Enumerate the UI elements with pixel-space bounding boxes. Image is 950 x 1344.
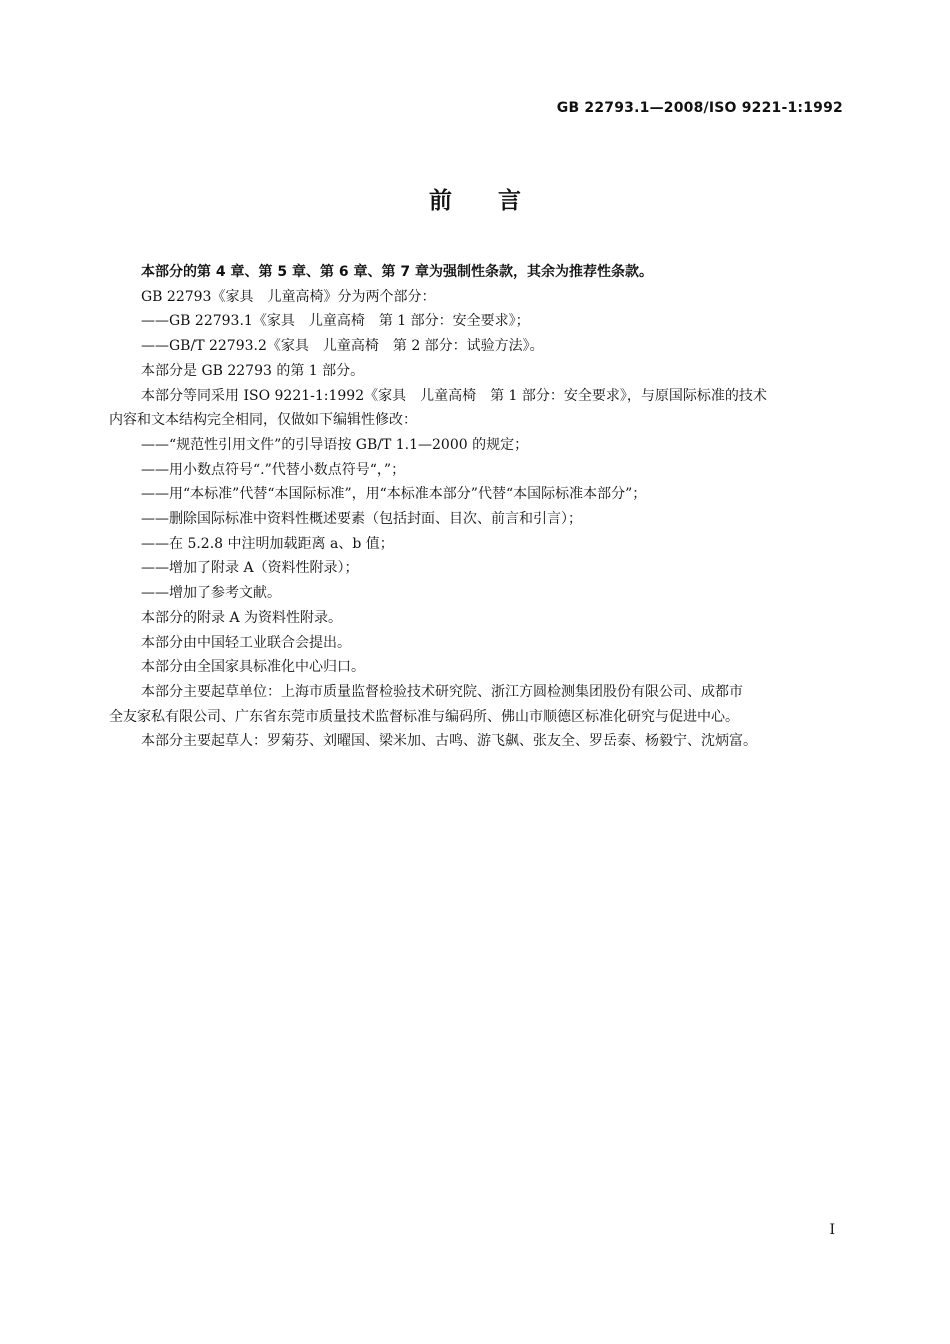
- modification-item: ——增加了附录 A（资料性附录）；: [141, 560, 359, 577]
- drafters-statement: 本部分主要起草人：罗菊芬、刘曜国、梁米加、古鸣、游飞飙、张友全、罗岳泰、杨毅宁、沈炳富。: [141, 733, 757, 750]
- modification-item: ——用“本标准”代替“本国际标准”，用“本标准本部分”代替“本国际标准本部分”；: [141, 486, 647, 503]
- modification-item: ——删除国际标准中资料性概述要素（包括封面、目次、前言和引言）；: [141, 511, 582, 528]
- centralized-by-statement: 本部分由全国家具标准化中心归口。: [141, 659, 365, 676]
- part-statement-paragraph: 本部分是 GB 22793 的第 1 部分。: [141, 362, 365, 379]
- page-title: 前言: [429, 188, 567, 214]
- part-1-list-item: ——GB 22793.1《家具 儿童高椅 第 1 部分：安全要求》；: [141, 313, 530, 330]
- appendix-statement: 本部分的附录 A 为资料性附录。: [141, 609, 343, 626]
- modification-item: ——用小数点符号“.”代替小数点符号“，”；: [141, 461, 406, 478]
- modification-item: ——在 5.2.8 中注明加载距离 a、b 值；: [141, 535, 394, 552]
- modification-item: ——增加了参考文献。: [141, 585, 281, 602]
- drafting-units-line-2: 全友家私有限公司、广东省东莞市质量技术监督标准与编码所、佛山市顺德区标准化研究与促进中心。: [109, 708, 739, 725]
- modification-item: ——“规范性引用文件”的引导语按 GB/T 1.1—2000 的规定；: [141, 436, 529, 453]
- document-body: [109, 260, 845, 754]
- part-2-list-item: ——GB/T 22793.2《家具 儿童高椅 第 2 部分：试验方法》。: [141, 338, 544, 355]
- standard-code-header: GB 22793.1—2008/ISO 9221-1:1992: [556, 100, 843, 116]
- drafting-units-line-1: 本部分主要起草单位：上海市质量监督检验技术研究院、浙江方圆检测集团股份有限公司、成都市: [141, 683, 743, 700]
- proposer-statement: 本部分由中国轻工业联合会提出。: [141, 634, 351, 651]
- page-number: I: [829, 1222, 835, 1238]
- mandatory-clauses-statement: 本部分的第 4 章、第 5 章、第 6 章、第 7 章为强制性条款，其余为推荐性条款。: [141, 264, 653, 280]
- parts-intro-paragraph: GB 22793《家具 儿童高椅》分为两个部分：: [141, 288, 436, 305]
- adoption-paragraph-line-1: 本部分等同采用 ISO 9221-1:1992《家具 儿童高椅 第 1 部分：安全要求》，与原国际标准的技术: [141, 387, 767, 404]
- adoption-paragraph-line-2: 内容和文本结构完全相同，仅做如下编辑性修改：: [109, 412, 417, 429]
